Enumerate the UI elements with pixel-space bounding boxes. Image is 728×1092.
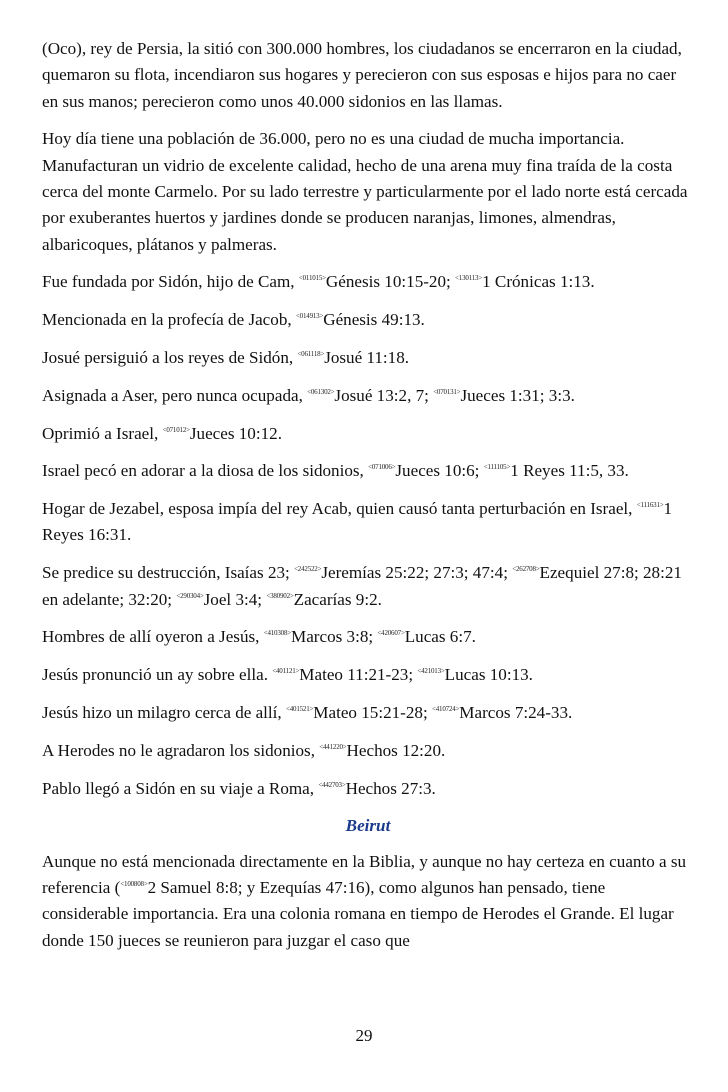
text-run: Jueces 10:6; <box>395 461 484 481</box>
text-run: Jueces 1:31; 3:3. <box>460 385 575 405</box>
text-run: Fue fundada por Sidón, hijo de Cam, <box>42 272 299 292</box>
scripture-ref-code: <111105> <box>483 463 511 472</box>
scripture-ref-code: <262708> <box>512 565 540 574</box>
scripture-ref-code: <401121> <box>272 667 300 676</box>
text-run: 2 Samuel 8:8; y Ezequías 47:16), como algunos han pensado, tiene considerable importancia. Era una colonia romana en tiempo de Herodes el Grande. El lugar donde 150 jueces se reunieron para juzgar el caso que <box>42 877 674 950</box>
text-run: Hechos 27:3. <box>345 778 436 798</box>
scripture-ref-code: <011015> <box>298 274 326 283</box>
text-run: Mateo 11:21-23; <box>299 665 418 685</box>
paragraph <box>42 496 694 549</box>
text-run: Josué 11:18. <box>324 347 410 367</box>
text-run: Se predice su destrucción, Isaías 23; <box>42 563 295 583</box>
text-run: Jueces 10:12. <box>189 423 282 443</box>
text-run: Lucas 10:13. <box>444 665 533 685</box>
scripture-ref-code: <130113> <box>455 274 483 283</box>
scripture-ref-code: <111631> <box>636 501 664 510</box>
text-run: Hechos 12:20. <box>346 740 446 760</box>
text-run: Lucas 6:7. <box>404 627 476 647</box>
scripture-ref-code: <442703> <box>318 780 346 789</box>
text-run: Jeremías 25:22; 27:3; 47:4; <box>321 563 513 583</box>
text-run: (Oco), rey de Persia, la sitió con 300.000 hombres, los ciudadanos se encerraron en la ciudad, quemaron su flota, incendiaron sus hogares y perecieron con sus esposas e hijos para no caer en sus manos; perecieron como unos 40.000 sidonios en las llamas. <box>42 39 682 111</box>
paragraph <box>42 345 694 371</box>
scripture-ref-code: <061302> <box>307 387 335 396</box>
text-run: Zacarías 9:2. <box>293 589 382 609</box>
text-run: Marcos 3:8; <box>291 627 378 647</box>
paragraph <box>42 269 694 295</box>
text-run: Aunque no está mencionada directamente en la Biblia, y aunque no hay certeza en cuanto a su referencia ( <box>42 851 687 897</box>
paragraph <box>42 624 694 650</box>
scripture-ref-code: <071006> <box>368 463 396 472</box>
section-heading: Beirut <box>345 816 391 836</box>
text-run: Génesis 10:15-20; <box>325 272 456 292</box>
text-run: Josué 13:2, 7; <box>334 385 434 405</box>
document-body <box>42 36 694 965</box>
scripture-ref-code: <070131> <box>433 387 461 396</box>
text-run: Hogar de Jezabel, esposa impía del rey Acab, quien causó tanta perturbación en Israel, <box>42 499 637 519</box>
text-run: Pablo llegó a Sidón en su viaje a Roma, <box>42 778 319 798</box>
text-run: Mencionada en la profecía de Jacob, <box>42 310 296 330</box>
paragraph <box>42 421 694 447</box>
paragraph <box>42 738 694 764</box>
text-run: Génesis 49:13. <box>323 310 425 330</box>
paragraph <box>42 560 694 613</box>
scripture-ref-code: <014913> <box>295 312 324 321</box>
text-run: A Herodes no le agradaron los sidonios, <box>42 740 320 760</box>
paragraph <box>42 776 694 802</box>
page-number: 29 <box>355 1026 373 1045</box>
scripture-ref-code: <441220> <box>319 742 347 751</box>
scripture-ref-code: <420607> <box>377 629 405 638</box>
text-run: Hoy día tiene una población de 36.000, pero no es una ciudad de mucha importancia. Manufacturan un vidrio de excelente calidad, hecho de una arena muy fina traída de la costa cerca del monte Carmelo. Por su lado terrestre y particularmente por el lado norte está cercada por exuberantes huertos y jardines donde se producen naranjas, limones, almendras, albaricoques, plátanos y palmeras. <box>42 129 688 254</box>
scripture-ref-code: <071012> <box>162 425 190 434</box>
text-run: Mateo 15:21-28; <box>313 702 432 722</box>
scripture-ref-code: <410308> <box>263 629 291 638</box>
scripture-ref-code: <061118> <box>297 349 325 358</box>
scripture-ref-code: <242522> <box>294 565 322 574</box>
text-run: Jesús hizo un milagro cerca de allí, <box>42 702 286 722</box>
paragraph <box>42 700 694 726</box>
text-run: Israel pecó en adorar a la diosa de los sidonios, <box>42 461 369 481</box>
paragraph <box>42 662 694 688</box>
paragraph <box>42 126 694 257</box>
text-run: Joel 3:4; <box>203 589 267 609</box>
paragraph <box>42 307 694 333</box>
paragraph <box>42 36 694 115</box>
scripture-ref-code: <410724> <box>431 704 460 713</box>
text-run: Asignada a Aser, pero nunca ocupada, <box>42 385 308 405</box>
text-run: Jesús pronunció un ay sobre ella. <box>42 665 273 685</box>
text-run: Oprimió a Israel, <box>42 423 163 443</box>
text-run: Ezequiel 27:8; 28:21 en adelante; 32:20; <box>42 563 682 609</box>
scripture-ref-code: <401521> <box>285 704 314 713</box>
scripture-ref-code: <380902> <box>266 591 294 600</box>
text-run: Marcos 7:24-33. <box>459 702 573 722</box>
paragraph <box>42 458 694 484</box>
scripture-ref-code: <421013> <box>417 667 445 676</box>
text-run: Josué persiguió a los reyes de Sidón, <box>42 347 298 367</box>
paragraph <box>42 383 694 409</box>
scripture-ref-code: <100808> <box>120 879 148 888</box>
text-run: 1 Reyes 16:31. <box>42 499 673 545</box>
text-run: 1 Reyes 11:5, 33. <box>510 461 629 481</box>
scripture-ref-code: <290304> <box>176 591 204 600</box>
text-run: Hombres de allí oyeron a Jesús, <box>42 627 264 647</box>
paragraph <box>42 849 694 954</box>
text-run: 1 Crónicas 1:13. <box>482 272 595 292</box>
